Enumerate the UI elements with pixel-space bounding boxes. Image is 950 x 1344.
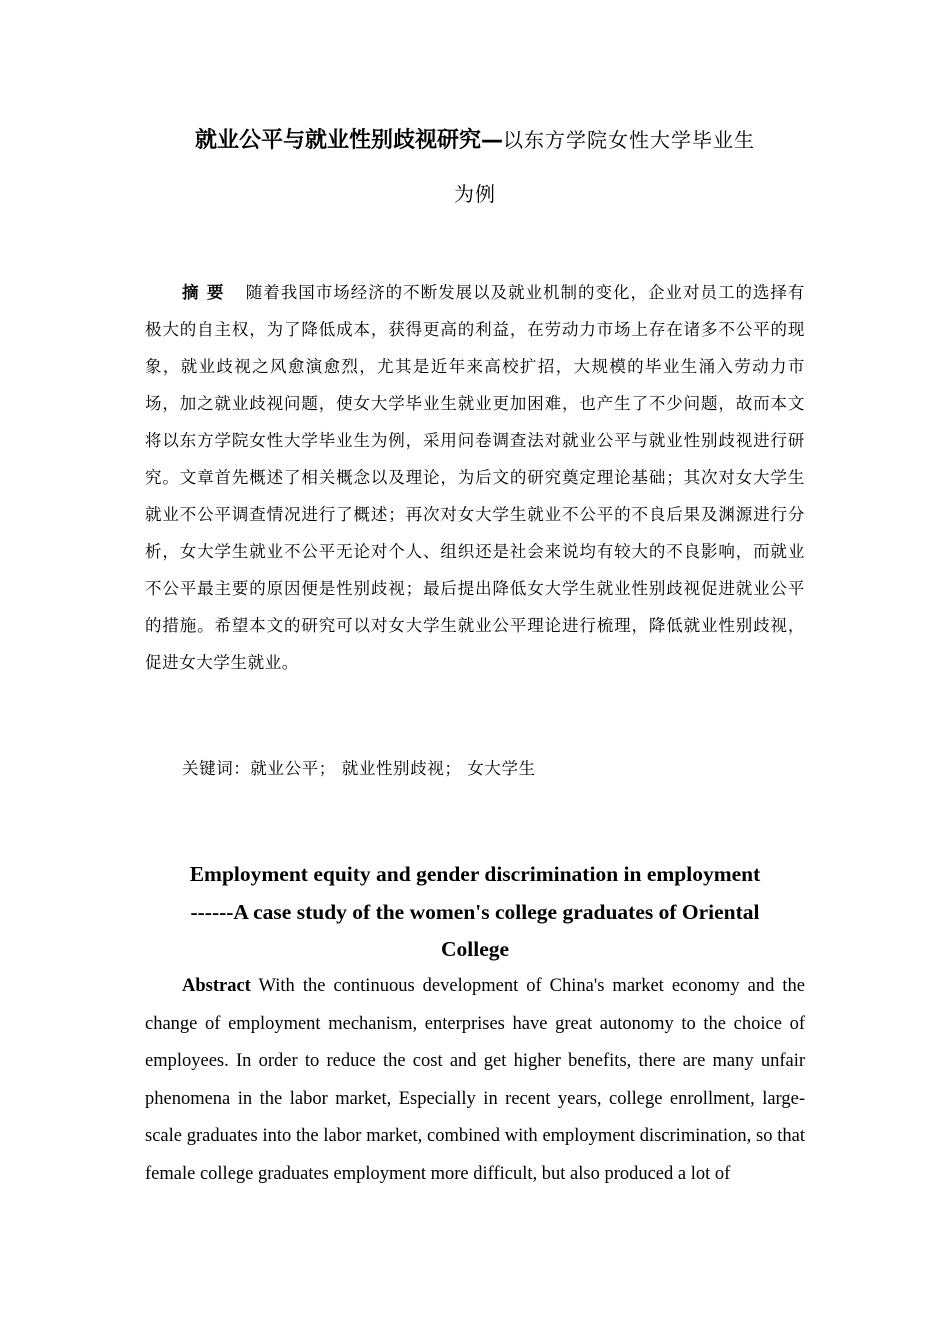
- english-abstract-label: Abstract: [182, 976, 251, 996]
- english-title: [145, 856, 805, 969]
- english-abstract-text: With the continuous development of China's market economy and the change of employment mechanism, enterprises have great autonomy to the choice of employees. In order to reduce the cost and get higher benefits, there are many unfair phenomena in the labor market, Especially in recent years, college enrollment, large-scale graduates into the labor market, combined with employment discrimination, so that female college graduates employment more difficult, but also produced a lot of: [145, 976, 806, 1184]
- chinese-title-main: 就业公平与就业性别歧视研究: [194, 128, 481, 153]
- chinese-title: [145, 120, 805, 214]
- english-title-line3: College: [440, 937, 510, 961]
- chinese-title-subtitle-line2: 为例: [454, 182, 496, 206]
- english-title-line1: Employment equity and gender discrimination in employment: [189, 862, 761, 886]
- chinese-abstract: [145, 274, 805, 681]
- chinese-keywords-label: 关键词：: [182, 759, 251, 778]
- chinese-keywords: [182, 754, 802, 784]
- title-dash: —: [481, 128, 503, 153]
- chinese-keywords-text: 就业公平； 就业性别歧视； 女大学生: [250, 759, 536, 778]
- chinese-title-subtitle: 以东方学院女性大学毕业生: [503, 128, 755, 152]
- chinese-abstract-label: 摘要: [182, 283, 232, 302]
- english-abstract: [145, 968, 805, 1193]
- chinese-abstract-text: 随着我国市场经济的不断发展以及就业机制的变化，企业对员工的选择有极大的自主权，为了降低成本，获得更高的利益，在劳动力市场上存在诸多不公平的现象，就业歧视之风愈演愈烈，尤其是近年来高校扩招，大规模的毕业生涌入劳动力市场，加之就业歧视问题，使女大学毕业生就业更加困难，也产生了不少问题，故而本文将以东方学院女性大学毕业生为例，采用问卷调查法对就业公平与就业性别歧视进行研究。文章首先概述了相关概念以及理论，为后文的研究奠定理论基础；其次对女大学生就业不公平调查情况进行了概述；再次对女大学生就业不公平的不良后果及渊源进行分析，女大学生就业不公平无论对个人、组织还是社会来说均有较大的不良影响，而就业不公平最主要的原因便是性别歧视；最后提出降低女大学生就业性别歧视促进就业公平的措施。希望本文的研究可以对女大学生就业公平理论进行梳理，降低就业性别歧视，促进女大学生就业。: [145, 283, 806, 672]
- english-title-line2: ------A case study of the women's college graduates of Oriental: [190, 899, 760, 924]
